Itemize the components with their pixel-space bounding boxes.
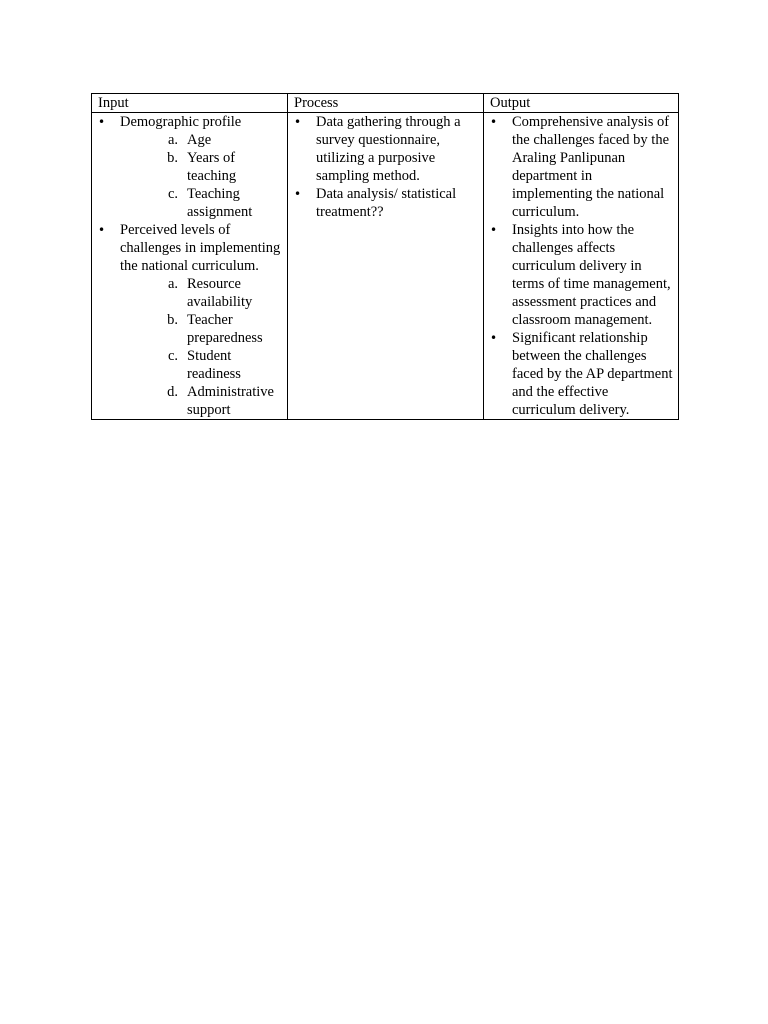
- sub-item-text: Administrative support: [187, 384, 274, 418]
- input-item-text: Perceived levels of challenges in implementing the national curriculum.: [120, 222, 281, 274]
- sub-item-text: Student readiness: [187, 348, 241, 382]
- sub-marker: b.: [167, 312, 178, 328]
- table-body-row: [92, 113, 679, 420]
- bullet-icon: •: [490, 223, 498, 237]
- bullet-icon: •: [98, 223, 106, 237]
- sub-list-item: [120, 185, 283, 221]
- list-item: [490, 329, 674, 419]
- list-item: [294, 113, 479, 185]
- bullet-icon: •: [490, 115, 498, 129]
- bullet-icon: •: [294, 187, 302, 201]
- sub-item-text: Teacher preparedness: [187, 312, 263, 346]
- sub-marker: c.: [167, 348, 178, 364]
- header-input: Input: [92, 94, 288, 113]
- list-item: [294, 185, 479, 221]
- sub-item-text: Teaching assignment: [187, 186, 253, 220]
- sub-list-item: [120, 311, 283, 347]
- demographic-sublist: [120, 131, 283, 221]
- input-item-text: Demographic profile: [120, 114, 242, 130]
- output-item-text: Significant relationship between the challenges faced by the AP department and the effective curriculum delivery.: [512, 330, 673, 418]
- bullet-icon: •: [98, 115, 106, 129]
- sub-list-item: [120, 131, 283, 149]
- sub-item-text: Age: [187, 132, 212, 148]
- header-process: Process: [288, 94, 484, 113]
- sub-marker: b.: [167, 150, 178, 166]
- list-item: [490, 113, 674, 221]
- list-item: [98, 221, 283, 419]
- sub-marker: a.: [167, 276, 178, 292]
- sub-marker: a.: [167, 132, 178, 148]
- sub-item-text: Years of teaching: [187, 150, 237, 184]
- process-item-text: Data analysis/ statistical treatment??: [316, 186, 457, 220]
- sub-item-text: Resource availability: [187, 276, 253, 310]
- sub-marker: d.: [167, 384, 178, 400]
- challenges-sublist: [120, 275, 283, 419]
- sub-list-item: [120, 149, 283, 185]
- ipo-table: [91, 93, 679, 420]
- sub-marker: c.: [167, 186, 178, 202]
- sub-list-item: [120, 383, 283, 419]
- output-item-text: Comprehensive analysis of the challenges faced by the Araling Panlipunan department in implementing the national curriculum.: [512, 114, 670, 220]
- output-item-text: Insights into how the challenges affects curriculum delivery in terms of time management, assessment practices and classroom management.: [512, 222, 671, 328]
- sub-list-item: [120, 275, 283, 311]
- list-item: [98, 113, 283, 221]
- list-item: [490, 221, 674, 329]
- process-item-text: Data gathering through a survey questionnaire, utilizing a purposive sampling method.: [316, 114, 461, 184]
- process-list: [294, 113, 479, 221]
- sub-list-item: [120, 347, 283, 383]
- output-cell: [484, 113, 679, 420]
- table-header-row: [92, 94, 679, 113]
- input-list: [98, 113, 283, 419]
- bullet-icon: •: [490, 331, 498, 345]
- bullet-icon: •: [294, 115, 302, 129]
- header-output: Output: [484, 94, 679, 113]
- output-list: [490, 113, 674, 419]
- process-cell: [288, 113, 484, 420]
- input-cell: [92, 113, 288, 420]
